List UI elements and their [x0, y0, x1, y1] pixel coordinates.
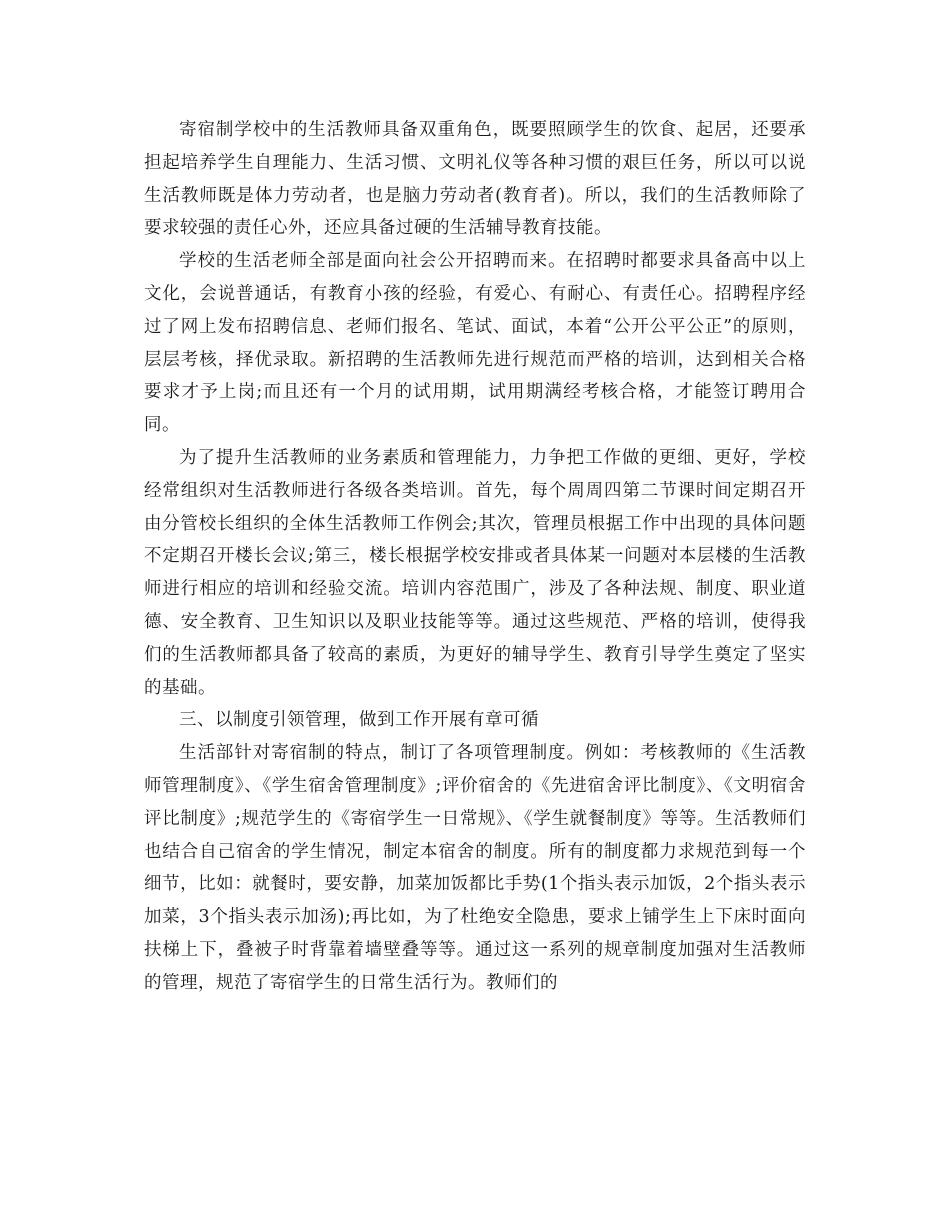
- paragraph-recruitment: 学校的生活老师全部是面向社会公开招聘而来。在招聘时都要求具备高中以上文化，会说普通话，有教育小孩的经验，有爱心、有耐心、有责任心。招聘程序经过了网上发布招聘信息、老师们报名、笔试、面试，本着“公开公平公正”的原则，层层考核，择优录取。新招聘的生活教师先进行规范而严格的培训，达到相关合格要求才予上岗;而且还有一个月的试用期，试用期满经考核合格，才能签订聘用合同。: [144, 251, 806, 436]
- document-body: [144, 114, 806, 1000]
- section-heading: 三、以制度引领管理，做到工作开展有章可循: [179, 710, 539, 731]
- paragraph-regulations: 生活部针对寄宿制的特点，制订了各项管理制度。例如：考核教师的《生活教师管理制度》、《学生宿舍管理制度》;评价宿舍的《先进宿舍评比制度》、《文明宿舍评比制度》;规范学生的《寄宿学生一日常规》、《学生就餐制度》等等。生活教师们也结合自己宿舍的学生情况，制定本宿舍的制度。所有的制度都力求规范到每一个细节，比如：就餐时，要安静，加菜加饭都比手势(1个指头表示加饭，2个指头表示加菜，3个指头表示加汤);再比如，为了杜绝安全隐患，要求上铺学生上下床时面向扶梯上下，叠被子时背靠着墙壁叠等等。通过这一系列的规章制度加强对生活教师的管理，规范了寄宿学生的日常生活行为。教师们的: [144, 743, 806, 993]
- paragraph-dual-role: 寄宿制学校中的生活教师具备双重角色，既要照顾学生的饮食、起居，还要承担起培养学生自理能力、生活习惯、文明礼仪等各种习惯的艰巨任务，所以可以说生活教师既是体力劳动者，也是脑力劳动者(教育者)。所以，我们的生活教师除了要求较强的责任心外，还应具备过硬的生活辅导教育技能。: [144, 120, 806, 239]
- paragraph-training: 为了提升生活教师的业务素质和管理能力，力争把工作做的更细、更好，学校经常组织对生活教师进行各级各类培训。首先，每个周周四第二节课时间定期召开由分管校长组织的全体生活教师工作例会;其次，管理员根据工作中出现的具体问题不定期召开楼长会议;第三，楼长根据学校安排或者具体某一问题对本层楼的生活教师进行相应的培训和经验交流。培训内容范围广，涉及了各种法规、制度、职业道德、安全教育、卫生知识以及职业技能等等。通过这些规范、严格的培训，使得我们的生活教师都具备了较高的素质，为更好的辅导学生、教育引导学生奠定了坚实的基础。: [144, 447, 806, 698]
